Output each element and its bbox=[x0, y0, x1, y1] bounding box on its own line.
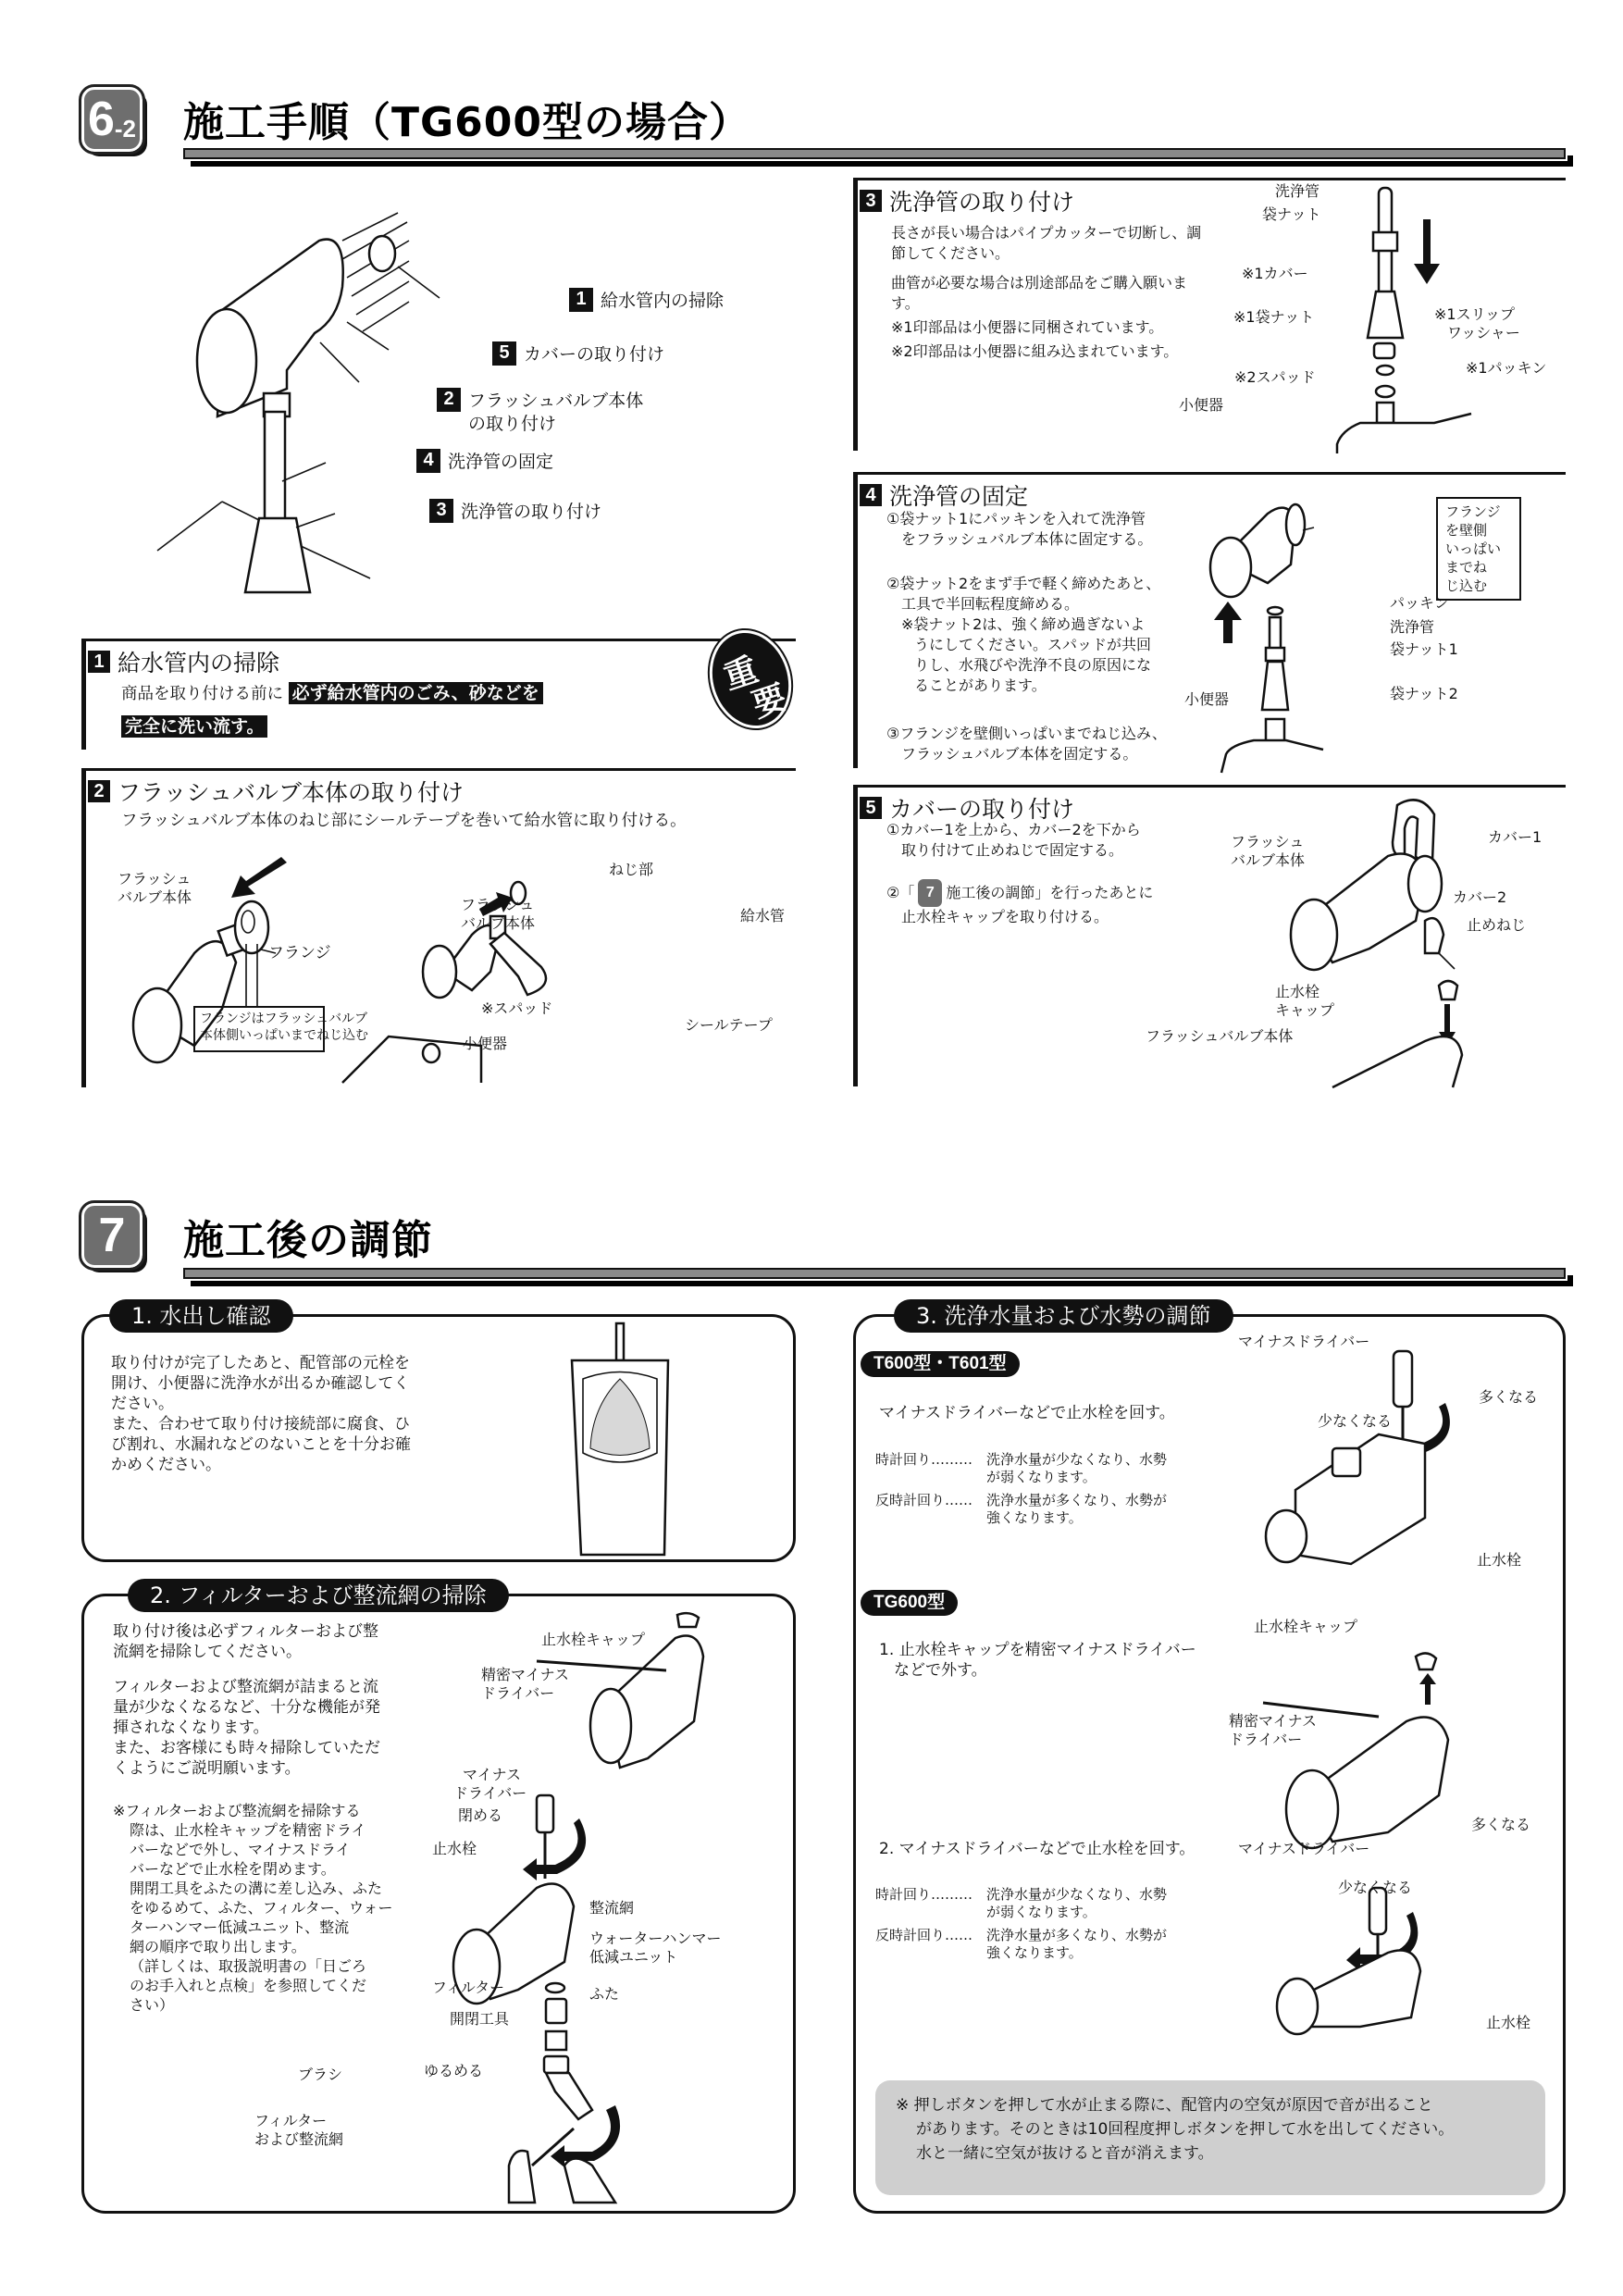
section-7-title: 施工後の調節 bbox=[183, 1217, 433, 1264]
step-5-label-screw: 止めねじ bbox=[1467, 916, 1527, 934]
step-4-label-nut1: 袋ナット1 bbox=[1390, 640, 1458, 658]
step-4-item-1: ①袋ナット1にパッキンを入れて洗浄管 をフラッシュバルブ本体に固定する。 bbox=[886, 510, 1153, 548]
step-3-label-slip-washer: ※1スリップ ワッシャー bbox=[1434, 305, 1520, 341]
step-3-section: 3 洗浄管の取り付け 長さが長い場合はパイプカッターで切断し、調節してください。 曲管が必要な場合は別途部品をご購入願います。 ※1印部品は小便器に同梱されています。 ※2印部品は小便器に組み込まれています。 bbox=[853, 178, 1566, 451]
step-5-item-2: ②「 7 施工後の調節」を行ったあとに 止水栓キャップを取り付ける。 bbox=[886, 879, 1153, 927]
step-3-paragraph-1: 長さが長い場合はパイプカッターで切断し、調節してください。 bbox=[891, 224, 1202, 262]
panel-water-check-title: 1. 水出し確認 bbox=[109, 1299, 293, 1333]
step-2-label-flange: フランジ bbox=[268, 944, 331, 962]
step-5-section: 5 カバーの取り付け bbox=[853, 785, 1566, 1086]
overview-callout-1: 1 給水管内の掃除 bbox=[569, 287, 724, 312]
step-4-item-2: ②袋ナット2をまず手で軽く締めたあと、 工具で半回転程度締める。 bbox=[886, 575, 1161, 613]
step-2-label-thread: ねじ部 bbox=[609, 861, 654, 878]
step-5-label-valve: フラッシュ バルブ本体 bbox=[1231, 833, 1306, 869]
step-3-title: 洗浄管の取り付け bbox=[889, 189, 1075, 216]
step-3-label-nut: 袋ナット bbox=[1262, 205, 1321, 223]
step-1-number: 1 bbox=[88, 651, 110, 673]
step-5-item-1: ①カバー1を上から、カバー2を下から 取り付けて止めねじで固定する。 bbox=[886, 821, 1141, 859]
model-a-illustration bbox=[1240, 1333, 1518, 1582]
model-a-counterclockwise: 反時計回り…… 洗浄水量が多くなり、水勢が 強くなります。 bbox=[875, 1492, 1168, 1526]
air-noise-note-line-2: があります。そのときは10回程度押しボタンを押して水を出してください。 bbox=[916, 2120, 1455, 2139]
urinal-illustration bbox=[564, 1323, 675, 1555]
step-3-note-2: ※2印部品は小便器に組み込まれています。 bbox=[891, 342, 1179, 360]
step-1-text: 商品を取り付ける前に bbox=[121, 685, 283, 703]
wall-hatch-icon bbox=[342, 213, 409, 331]
arrow-up-icon bbox=[1214, 602, 1242, 643]
filter-label-driver: マイナス ドライバー bbox=[453, 1766, 527, 1802]
model-b-label-precision-driver: 精密マイナス ドライバー bbox=[1229, 1712, 1318, 1748]
model-b-clockwise: 時計回り……… 洗浄水量が少なくなり、水勢 が弱くなります。 bbox=[875, 1886, 1168, 1920]
section-7-rule bbox=[183, 1268, 1566, 1279]
step-5-label-cap: 止水栓 キャップ bbox=[1275, 983, 1335, 1019]
overview-callout-2: 2 フラッシュバルブ本体 bbox=[437, 387, 643, 412]
step-2-text: フラッシュバルブ本体のねじ部にシールテープを巻いて給水管に取り付ける。 bbox=[121, 812, 687, 830]
step-2-label-spud: ※スパッド bbox=[481, 999, 553, 1017]
step-4-section: 4 洗浄管の固定 bbox=[853, 472, 1566, 768]
step-2-label-urinal: 小便器 bbox=[463, 1035, 508, 1052]
step-5-label-cover1: カバー1 bbox=[1488, 828, 1542, 846]
step-3-label-urinal: 小便器 bbox=[1179, 396, 1224, 414]
step-1-highlight-1: 必ず給水管内のごみ、砂などを bbox=[289, 682, 543, 704]
arrow-down-icon bbox=[1414, 219, 1440, 284]
filter-label-loosen: ゆるめる bbox=[424, 2062, 484, 2079]
panel-water-check-text: 取り付けが完了したあと、配管部の元栓を 開け、小便器に洗浄水が出るか確認してく ださい。 また、合わせて取り付け接続部に腐食、ひ び割れ、水漏れなどのないことを十分お確 かめください。 bbox=[111, 1354, 412, 1474]
panel-filter-cleaning-para1: 取り付け後は必ずフィルターおよび整 流網を掃除してください。 bbox=[113, 1622, 378, 1661]
panel-filter-cleaning-para2: フィルターおよび整流網が詰まると流 量が少なくなるなど、十分な機能が発 揮されなくなります。 また、お客様にも時々掃除していただ くようにご説明願います。 bbox=[113, 1678, 380, 1778]
filter-label-close: 閉める bbox=[458, 1806, 503, 1824]
step-4-caution: ※袋ナット2は、強く締め過ぎないよ うにしてください。スパッドが共回 りし、水飛びや洗浄不良の原因にな ることがあります。 bbox=[901, 615, 1152, 694]
step-3-label-nut1: ※1袋ナット bbox=[1233, 308, 1315, 326]
model-a-label-more: 多くなる bbox=[1479, 1388, 1539, 1406]
filter-label-filter-rect: フィルター および整流網 bbox=[254, 2112, 344, 2148]
step-2-label-valve-right: フラッシュ バルブ本体 bbox=[461, 896, 536, 932]
important-badge: 重 要 bbox=[697, 619, 803, 738]
overview-callout-3: 3 洗浄管の取り付け bbox=[429, 498, 601, 523]
model-b-label-driver: マイナスドライバー bbox=[1238, 1840, 1370, 1857]
air-noise-note bbox=[875, 2080, 1545, 2195]
step-4-label-nut2: 袋ナット2 bbox=[1390, 685, 1458, 702]
overview-callout-4: 4 洗浄管の固定 bbox=[416, 448, 553, 473]
panel-filter-cleaning-title: 2. フィルターおよび整流網の掃除 bbox=[128, 1579, 509, 1612]
step-4-item-3: ③フランジを壁側いっぱいまでねじ込み、 フラッシュバルブ本体を固定する。 bbox=[886, 725, 1167, 763]
step-3-label-packing: ※1パッキン bbox=[1466, 359, 1547, 377]
model-a-label-valve-stop: 止水栓 bbox=[1477, 1551, 1522, 1569]
arrow-up-icon bbox=[1419, 1673, 1436, 1705]
model-b-step-1: 1. 止水栓キャップを精密マイナスドライバー などで外す。 bbox=[879, 1641, 1196, 1680]
step-3-label-spud: ※2スパッド bbox=[1234, 368, 1316, 386]
filter-label-filter: フィルター bbox=[432, 1979, 505, 1996]
step-1-section bbox=[81, 639, 796, 750]
step-4-label-urinal: 小便器 bbox=[1184, 690, 1230, 708]
step-1-highlight-2: 完全に洗い流す。 bbox=[121, 715, 267, 738]
section-6-2-badge: 6 -2 bbox=[81, 87, 142, 152]
step-5-label-cover2: カバー2 bbox=[1453, 888, 1507, 906]
filter-label-precision-driver: 精密マイナス ドライバー bbox=[481, 1666, 570, 1702]
arrow-icon bbox=[231, 857, 287, 898]
step-2-title: フラッシュバルブ本体の取り付け bbox=[118, 779, 465, 806]
model-a-clockwise: 時計回り……… 洗浄水量が少なくなり、水勢 が弱くなります。 bbox=[875, 1451, 1168, 1485]
model-t600-t601-pill: T600型・T601型 bbox=[861, 1351, 1020, 1377]
model-a-instruction: マイナスドライバーなどで止水栓を回す。 bbox=[879, 1404, 1175, 1422]
step-4-flange-note: フランジを壁側 いっぱいまでね じ込む bbox=[1436, 497, 1521, 601]
step-4-label-packing: パッキン bbox=[1390, 594, 1449, 612]
step-5-title: カバーの取り付け bbox=[889, 796, 1075, 823]
step-4-label-flush-pipe: 洗浄管 bbox=[1390, 618, 1435, 636]
step-3-paragraph-2: 曲管が必要な場合は別途部品をご購入願います。 bbox=[891, 274, 1188, 312]
step-2-label-supply-pipe: 給水管 bbox=[740, 907, 786, 925]
step-3-label-cover: ※1カバー bbox=[1242, 265, 1308, 282]
model-b-label-valve-stop: 止水栓 bbox=[1486, 2014, 1531, 2031]
model-b-counterclockwise: 反時計回り…… 洗浄水量が多くなり、水勢が 強くなります。 bbox=[875, 1927, 1168, 1961]
overview-callout-2-line2: の取り付け bbox=[468, 414, 557, 434]
filter-label-brush-visible: ブラシ bbox=[298, 2066, 343, 2083]
step-3-label-flush-pipe: 洗浄管 bbox=[1275, 182, 1320, 200]
model-b-label-cap: 止水栓キャップ bbox=[1254, 1618, 1358, 1635]
model-tg600-pill: TG600型 bbox=[861, 1590, 958, 1616]
step-4-title: 洗浄管の固定 bbox=[889, 483, 1029, 510]
filter-label-valve-stop: 止水栓 bbox=[432, 1840, 477, 1857]
air-noise-note-line-3: 水と一緒に空気が抜けると音が消えます。 bbox=[916, 2144, 1214, 2163]
filter-label-tool: 開閉工具 bbox=[450, 2010, 510, 2028]
section-6-2-title: 施工手順（TG600型の場合） bbox=[183, 99, 750, 146]
section-7-ref-badge[interactable]: 7 bbox=[918, 879, 942, 907]
panel-filter-cleaning-note: ※フィルターおよび整流網を掃除する 際は、止水栓キャップを精密ドライ バーなどで外し、マイナスドライ バーなどで止水栓を閉めます。 開閉工具をふたの溝に差し込み、ふた をゆるめて、ふた、フィルター、ウォー ターハンマー低減ユニット、整流 網の順序で取り出します。 （詳しくは、取扱説明書の「日ごろ のお手入れと点検」を参照してくだ さい） bbox=[113, 1802, 393, 2014]
model-a-label-driver: マイナスドライバー bbox=[1238, 1333, 1370, 1350]
step-5-label-valve2: フラッシュバルブ本体 bbox=[1146, 1027, 1294, 1045]
section-6-2-rule bbox=[183, 148, 1566, 159]
step-2-label-seal-tape: シールテープ bbox=[685, 1016, 773, 1034]
step-2-section: 2 フラッシュバルブ本体の取り付け フラッシュバルブ本体のねじ部にシールテープを巻いて給水管に取り付ける。 bbox=[81, 768, 796, 1087]
model-b-step-2: 2. マイナスドライバーなどで止水栓を回す。 bbox=[879, 1840, 1196, 1858]
overview-callout-5: 5 カバーの取り付け bbox=[492, 341, 664, 366]
step-3-note-1: ※1印部品は小便器に同梱されています。 bbox=[891, 318, 1164, 336]
panel-flow-adjust-title: 3. 洗浄水量および水勢の調節 bbox=[894, 1299, 1233, 1333]
filter-label-hammer-unit: ウォーターハンマー 低減ユニット bbox=[589, 1930, 722, 1966]
step-1-title: 給水管内の掃除 bbox=[118, 650, 280, 676]
model-a-label-less: 少なくなる bbox=[1318, 1412, 1393, 1430]
filter-label-lid: ふた bbox=[589, 1985, 620, 2003]
step-2-label-valve-left: フラッシュ バルブ本体 bbox=[118, 870, 192, 906]
step-2-flange-note: フランジはフラッシュバルブ 本体側いっぱいまでねじ込む bbox=[200, 1011, 368, 1043]
model-b-label-more: 多くなる bbox=[1471, 1816, 1531, 1833]
filter-label-rectifier: 整流網 bbox=[589, 1899, 635, 1917]
air-noise-note-line-1: ※ 押しボタンを押して水が止まる際に、配管内の空気が原因で音が出ること bbox=[896, 2096, 1433, 2115]
filter-label-cap: 止水栓キャップ bbox=[541, 1631, 646, 1648]
model-b-label-less: 少なくなる bbox=[1338, 1879, 1413, 1896]
section-7-badge: 7 bbox=[81, 1203, 142, 1268]
